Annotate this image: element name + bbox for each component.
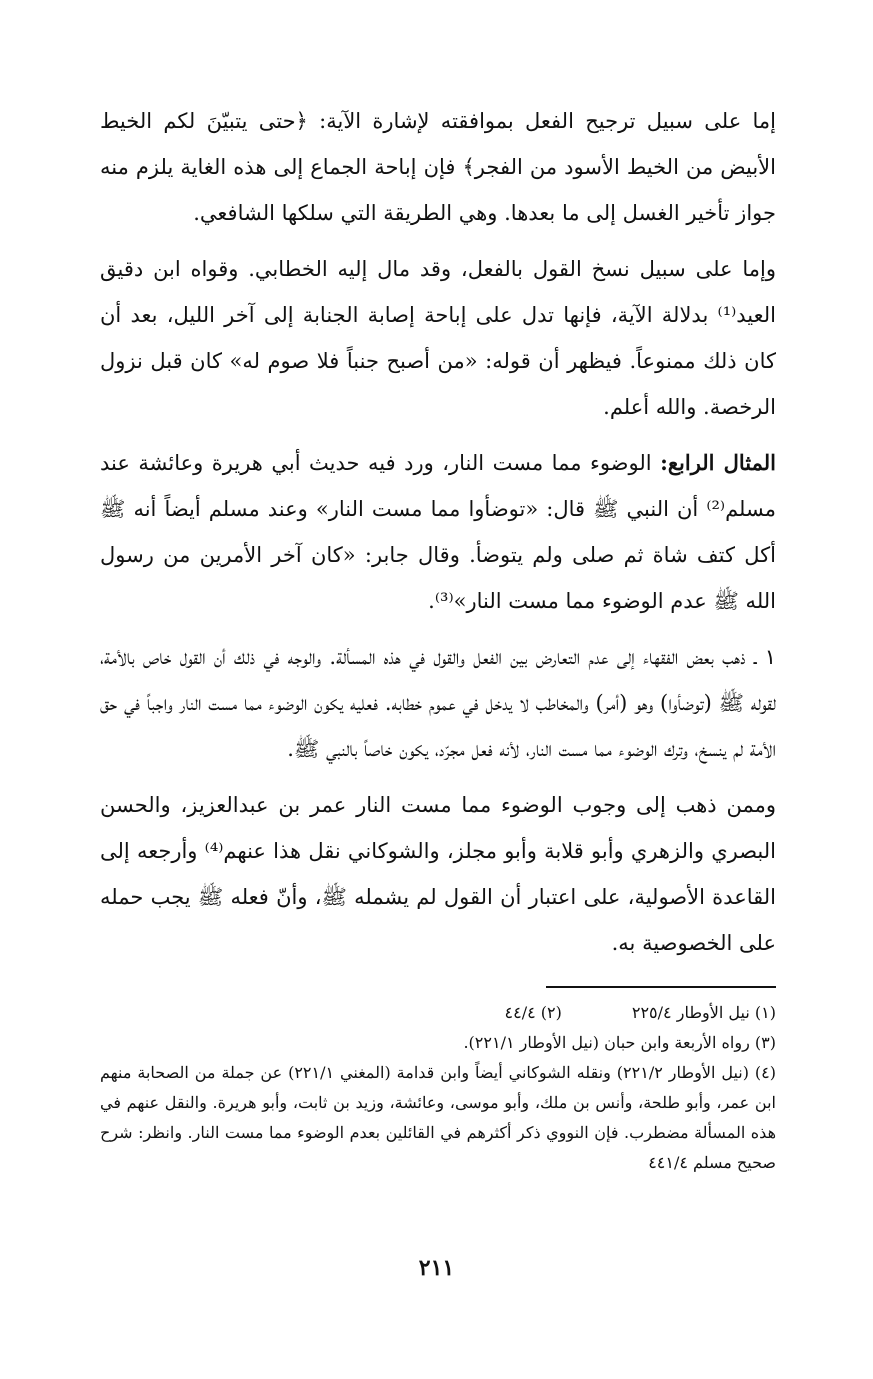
footnote-row-1-2 bbox=[100, 998, 776, 1028]
paragraph-3-text: الوضوء مما مست النار، ورد فيه حديث أبي هريرة وعائشة عند مسلم⁽²⁾ أن النبي ﷺ قال: «توضأوا مما مست النار» وعند مسلم أيضاً أنه ﷺ أكل كتف شاة ثم صلى ولم يتوضأ. وقال جابر: «كان آخر الأمرين من رسول الله ﷺ عدم الوضوء مما مست النار»⁽³⁾. bbox=[100, 451, 776, 613]
paragraph-5: وممن ذهب إلى وجوب الوضوء مما مست النار عمر بن عبدالعزيز، والحسن البصري والزهري وأبو قلابة وأبو مجلز، والشوكاني نقل هذا عنهم⁽⁴⁾ وأرجعه إلى القاعدة الأصولية، على اعتبار أن القول لم يشمله ﷺ، وأنّ فعله ﷺ يجب حمله على الخصوصية به. bbox=[100, 793, 776, 955]
footnote-4: (٤) (نيل الأوطار ٢٢١/٢) ونقله الشوكاني أيضاً وابن قدامة (المغني ٢٢١/١) عن جملة من الصحابة منهم ابن عمر، وأبو طلحة، وأنس بن ملك، وأبو موسى، وعائشة، وزيد بن ثابت، وأبو هريرة. والنقل عنهم في هذه المسألة مضطرب. فإن النووي ذكر أكثرهم في القائلين بعدم الوضوء مما مست النار. وانظر: شرح صحيح مسلم ٤٤١/٤ bbox=[100, 1063, 777, 1172]
paragraph-1: إما على سبيل ترجيح الفعل بموافقته لإشارة الآية: ﴿حتى يتبيّنَ لكم الخيط الأبيض من الخيط الأسود من الفجر﴾ فإن إباحة الجماع إلى هذه الغاية يلزم منه جواز تأخير الغسل إلى ما بعدها. وهي الطريقة التي سلكها الشافعي. bbox=[100, 109, 776, 225]
paragraph-4: ١ ـ ذهب بعض الفقهاء إلى عدم التعارض بين الفعل والقول في هذه المسألة. والوجه في ذلك أن القول خاص بالأمة، لقوله ﷺ (توضأوا) وهو (أمر) والمخاطب لا يدخل في عموم خطابه. فعليه يكون الوضوء مما مست النار واجباً في حق الأمة لم ينسخ، وترك الوضوء مما مست النار، لأنه فعل مجرّد، يكون خاصاً بالنبي ﷺ. bbox=[100, 645, 776, 761]
paragraph-2: وإما على سبيل نسخ القول بالفعل، وقد مال إليه الخطابي. وقواه ابن دقيق العيد⁽¹⁾ بدلالة الآية، فإنها تدل على إباحة إصابة الجنابة إلى آخر الليل، بعد أن كان ذلك ممنوعاً. فيظهر أن قوله: «من أصبح جنباً فلا صوم له» كان قبل نزول الرخصة. والله أعلم. bbox=[100, 257, 777, 419]
page-number: ٢١١ bbox=[418, 1255, 455, 1281]
footnote-2: (٢) ٤٤/٤ bbox=[504, 1003, 562, 1022]
footnote-3: (٣) رواه الأربعة وابن حبان (نيل الأوطار ٢٢١/١). bbox=[463, 1033, 776, 1052]
footnote-divider bbox=[546, 986, 776, 988]
footnote-1: (١) نيل الأوطار ٢٢٥/٤ bbox=[631, 1003, 776, 1022]
page-content bbox=[100, 98, 776, 1178]
paragraph-3 bbox=[100, 440, 776, 624]
example-heading: المثال الرابع: bbox=[660, 450, 777, 475]
